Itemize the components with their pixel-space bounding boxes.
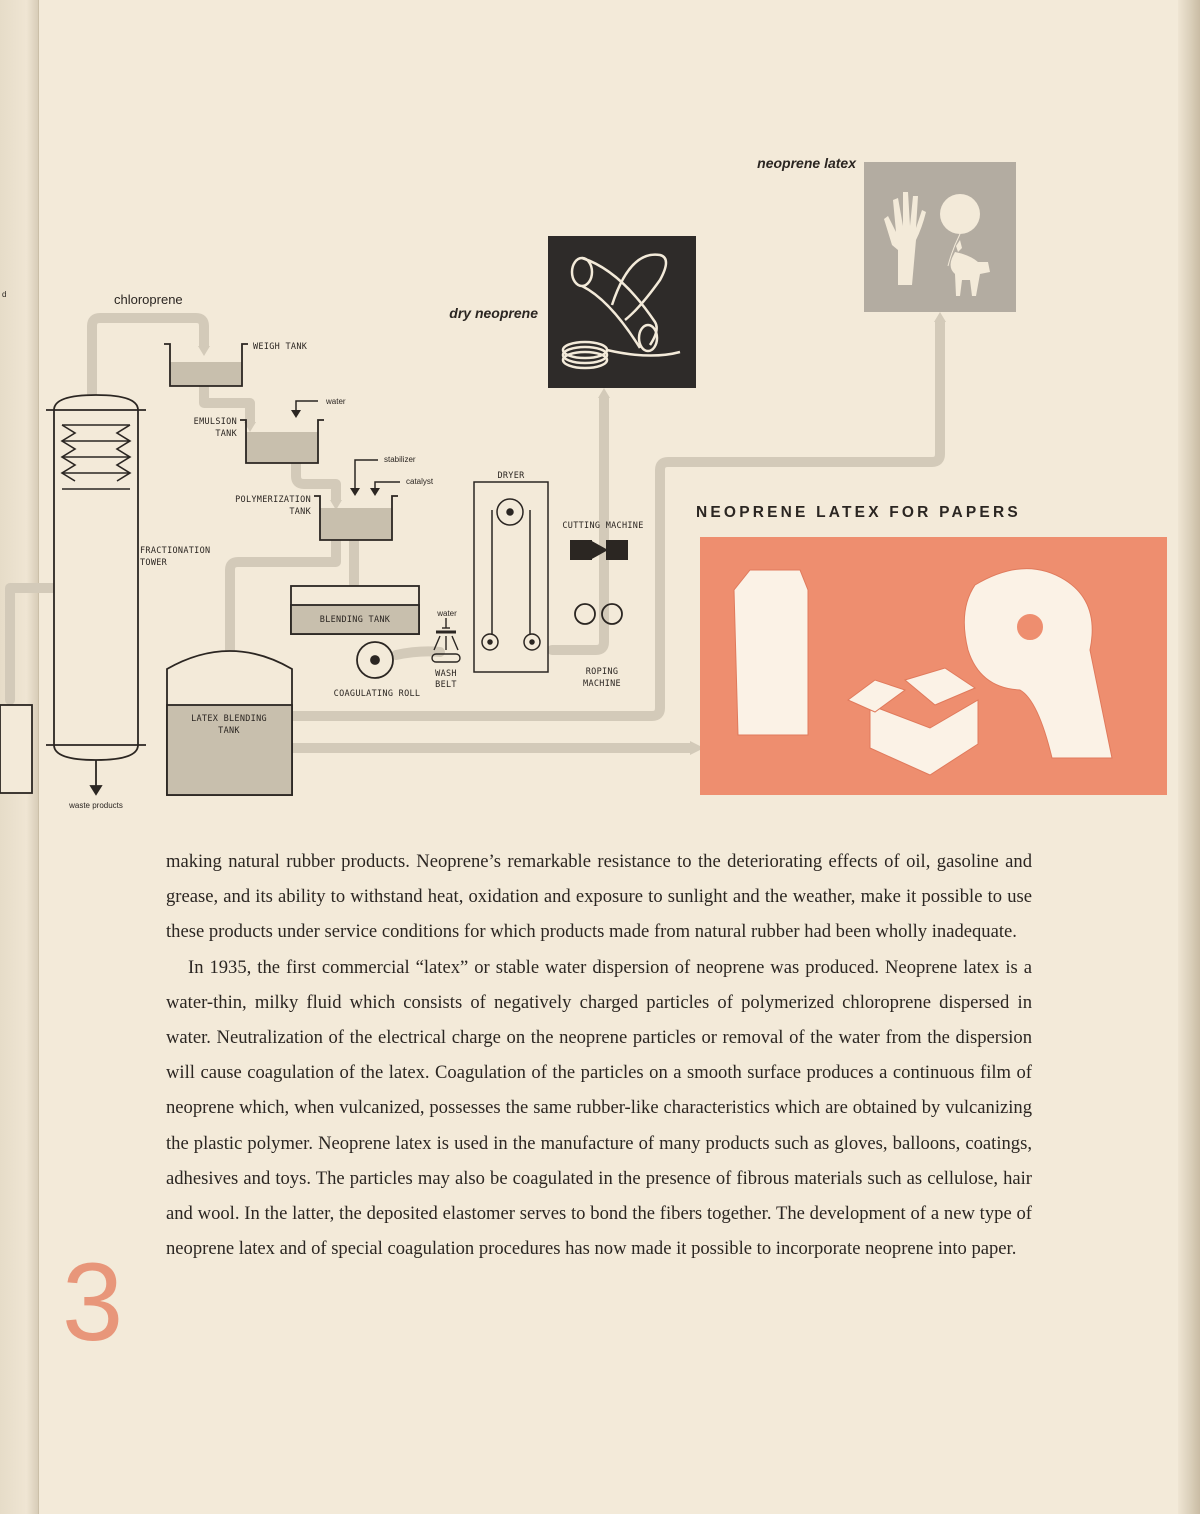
label-blending-tank: BLENDING TANK — [319, 615, 391, 625]
label-chloroprene: chloroprene — [114, 292, 183, 307]
label-emulsion-1: EMULSION — [193, 417, 237, 427]
label-weigh-tank: WEIGH TANK — [253, 342, 308, 352]
label-wash-1: WASH — [435, 669, 457, 679]
label-water-1: water — [326, 397, 346, 406]
body-text — [166, 844, 1032, 1266]
fractionation-tower — [46, 395, 146, 794]
label-fractionation-2: TOWER — [140, 558, 168, 568]
blending-tank — [291, 586, 419, 634]
neoprene-papers-panel — [700, 537, 1167, 795]
coagulating-roll — [357, 642, 393, 678]
paper-bag-icon — [734, 570, 808, 735]
dry-neoprene-panel — [548, 236, 696, 388]
neoprene-latex-panel — [864, 162, 1016, 312]
adjacent-page-box — [0, 705, 32, 793]
label-wash-2: BELT — [435, 680, 457, 690]
left-page-fragment-top: d — [2, 290, 7, 299]
label-fractionation-1: FRACTIONATION — [140, 546, 211, 556]
polymerization-tank — [314, 496, 398, 540]
label-roping-2: MACHINE — [583, 679, 621, 689]
label-coagulating-roll: COAGULATING ROLL — [333, 689, 421, 699]
label-latex-blending-2: TANK — [218, 726, 240, 736]
label-catalyst: catalyst — [406, 477, 434, 486]
label-neoprene-latex: neoprene latex — [757, 155, 856, 171]
label-emulsion-2: TANK — [215, 429, 237, 439]
label-dry-neoprene: dry neoprene — [449, 305, 538, 321]
label-polymerization-2: TANK — [289, 507, 311, 517]
label-water-2: water — [437, 609, 457, 618]
label-cutting-machine: CUTTING MACHINE — [562, 521, 644, 531]
label-waste-products: waste products — [69, 801, 123, 810]
dryer — [474, 482, 548, 672]
page-number: 3 — [62, 1241, 124, 1364]
label-latex-blending-1: LATEX BLENDING — [191, 714, 267, 724]
label-stabilizer: stabilizer — [384, 455, 416, 464]
label-roping-1: ROPING — [585, 667, 619, 677]
label-polymerization-1: POLYMERIZATION — [235, 495, 311, 505]
paragraph-2: In 1935, the first commercial “latex” or stable water dispersion of neoprene was produced. Neoprene latex is a water-thin, milky fluid which consists of negatively charged particles of polymerized chloroprene dispersed in water. Neutralization of the electrical charge on the neoprene particles or removal of the water from the dispersion will cause coagulation of the latex. Coagulation of the particles on a smooth surface produces a continuous film of neoprene which, when vulcanized, possesses the same rubber-like characteristics which are obtained by vulcanizing the plastic polymer. Neoprene latex is used in the manufacture of many products such as gloves, balloons, coatings, adhesives and toys. The particles may also be coagulated in the presence of fibrous materials such as cellulose, hair and wool. In the latter, the deposited elastomer serves to bond the fibers together. The development of a new type of neoprene latex and of special coagulation procedures has now made it possible to incorporate neoprene into paper. — [166, 956, 1032, 1260]
label-dryer: DRYER — [497, 471, 525, 481]
section-heading: NEOPRENE LATEX FOR PAPERS — [696, 504, 1021, 521]
paragraph-1: making natural rubber products. Neoprene’s remarkable resistance to the deteriorating effects of oil, gasoline and grease, and its ability to withstand heat, oxidation and exposure to sunlight and the weather, make it possible to use these products under service conditions for which products made from natural rubber had been wholly inadequate. — [166, 851, 1032, 943]
roping-machine — [575, 604, 622, 624]
